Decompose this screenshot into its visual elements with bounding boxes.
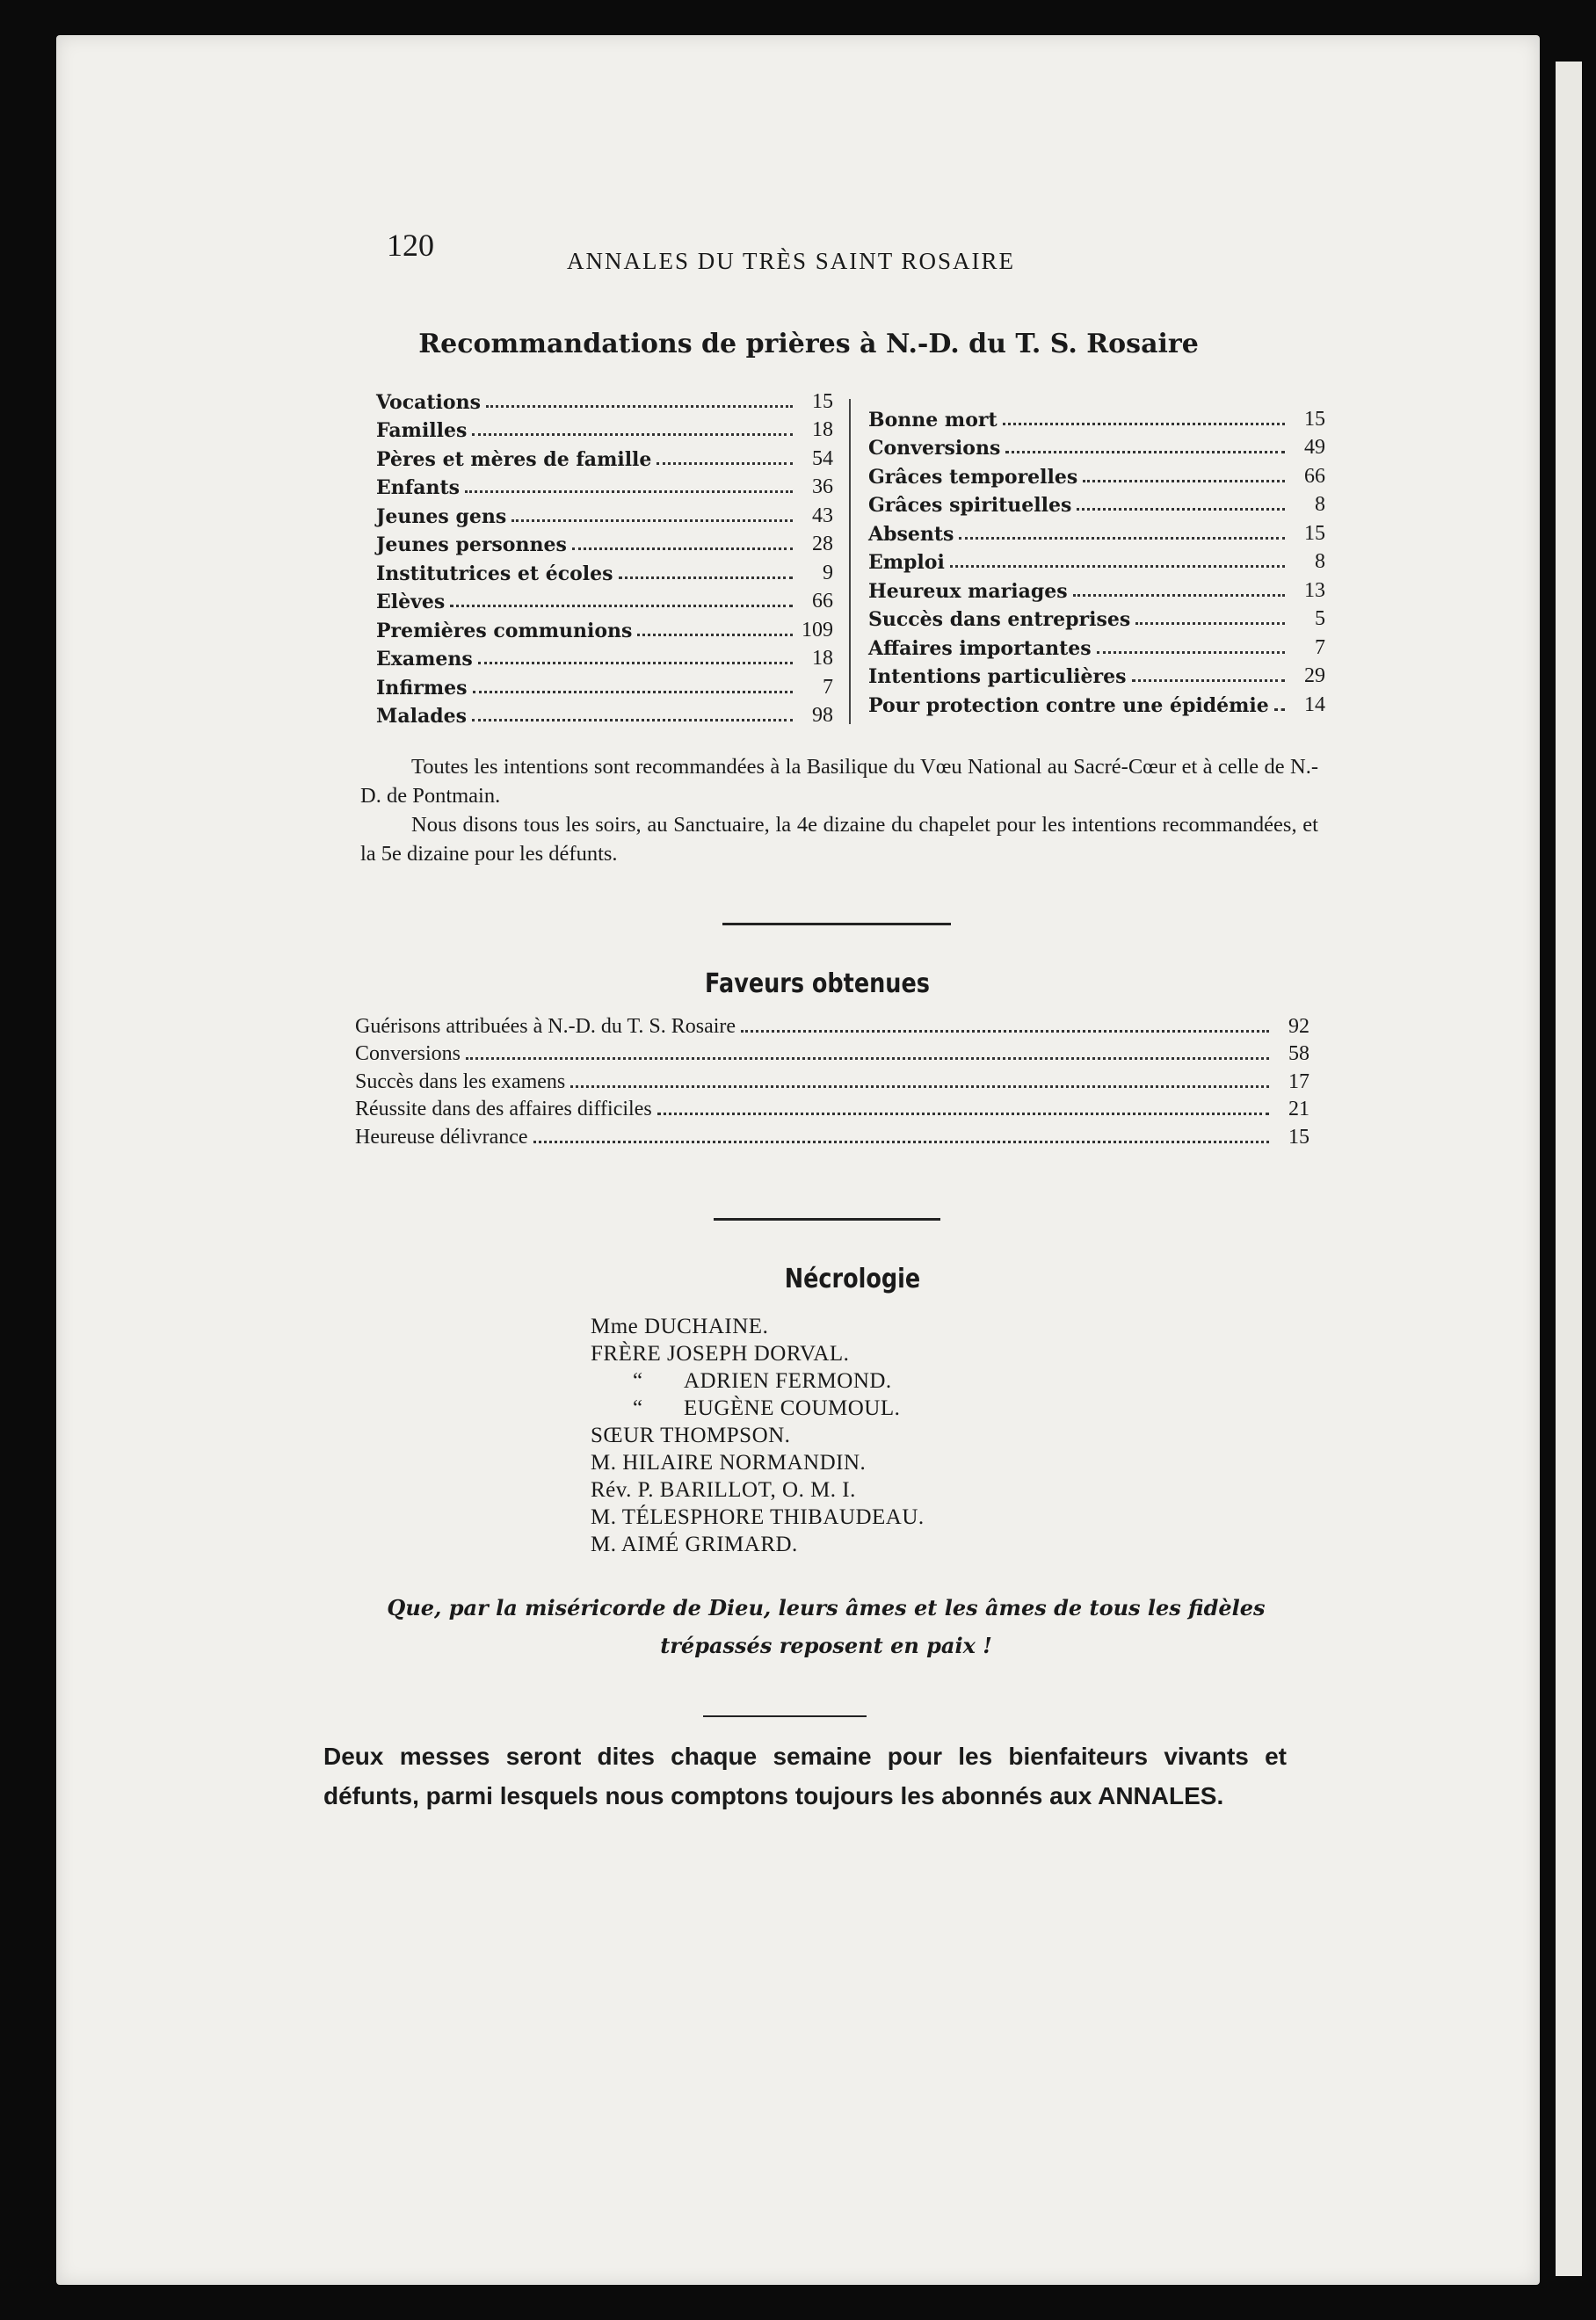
list-item [355,1094,1309,1122]
item-label: Pères et mères de famille [376,447,652,471]
list-item [868,402,1325,431]
dot-leader [1135,622,1285,625]
item-count: 54 [812,446,833,470]
item-count: 29 [1304,664,1325,687]
item-label: Emploi [868,551,945,574]
necrologie-name-text: EUGÈNE COUMOUL. [684,1396,901,1420]
item-label: Bonne mort [868,408,997,431]
list-item [355,1011,1309,1039]
item-count: 36 [812,475,833,498]
ditto-mark: “ [633,1396,643,1420]
item-count: 15 [812,389,833,413]
item-label: Premières communions [376,619,633,642]
list-item [868,546,1325,575]
section-divider-rule [722,923,951,925]
faveurs-title: Faveurs obtenues [705,968,930,999]
dot-leader [533,1141,1269,1143]
item-label: Malades [376,705,467,728]
dot-leader [619,576,793,579]
item-label: Succès dans entreprises [868,608,1131,631]
dot-leader [1073,594,1285,597]
item-label: Intentions particulières [868,665,1127,688]
prayer-text [378,1589,1274,1664]
dot-leader [486,405,793,408]
column-divider [849,399,851,724]
list-item [868,574,1325,603]
dot-leader [1274,708,1285,711]
necrologie-list [591,1313,1083,1558]
item-label: Affaires importantes [868,636,1092,660]
item-count: 109 [802,618,833,642]
intentions-paragraph: Toutes les intentions sont recommandées à la Basilique du Vœu National au Sacré-Cœur et à celle de N.-D. de Pontmain. [360,755,1318,808]
item-count: 18 [812,647,833,670]
item-label: Réussite dans des affaires difficiles [355,1098,652,1120]
item-label: Vocations [376,390,481,414]
item-count: 28 [812,533,833,555]
running-title: ANNALES DU TRÈS SAINT ROSAIRE [567,248,1016,274]
list-item [868,631,1325,660]
recommandations-right-column [868,402,1325,717]
item-count: 58 [1288,1042,1309,1065]
list-item [868,460,1325,489]
necrologie-name-text: Mme DUCHAINE. [591,1315,769,1338]
dot-leader [959,537,1285,540]
dot-leader [657,462,793,465]
list-item [868,603,1325,632]
dot-leader [1097,651,1285,654]
necrologie-name [591,1340,1083,1367]
dot-leader [450,605,793,607]
item-count: 8 [1315,493,1325,516]
item-label: Enfants [376,476,461,499]
necrologie-name [591,1395,1083,1422]
item-count: 66 [1304,464,1325,488]
list-item [376,499,833,528]
page-number: 120 [387,228,434,263]
item-count: 9 [823,561,833,584]
recommandations-table [376,385,1325,728]
dot-leader [466,1057,1269,1060]
necrologie-name-text: ADRIEN FERMOND. [684,1369,892,1393]
item-count: 15 [1304,407,1325,431]
list-item [376,585,833,614]
necrologie-name-text: M. AIMÉ GRIMARD. [591,1533,798,1556]
item-label: Conversions [868,437,1001,460]
prayer-line: Que, par la miséricorde de Dieu, leurs âmes et les âmes de tous les fidèles [387,1595,1266,1620]
item-count: 15 [1304,521,1325,545]
item-count: 66 [812,590,833,613]
recommandations-title: Recommandations de prières à N.-D. du T. S. Rosaire [418,329,1199,359]
dot-leader [657,1113,1269,1115]
list-item [868,688,1325,717]
page-header [387,227,1160,279]
necrologie-name [591,1449,1083,1476]
dot-leader [472,719,793,721]
item-count: 43 [812,504,833,527]
item-label: Jeunes personnes [376,533,567,556]
item-count: 13 [1304,578,1325,602]
list-item [376,471,833,500]
list-item [355,1039,1309,1067]
list-item [868,431,1325,460]
item-count: 98 [812,704,833,727]
dot-leader [478,662,793,664]
item-label: Grâces spirituelles [868,494,1072,517]
recommandations-left-column [376,385,833,728]
dot-leader [637,634,793,636]
item-label: Heureuse délivrance [355,1125,528,1149]
item-count: 5 [1315,607,1325,630]
item-count: 18 [812,418,833,441]
necrologie-title: Nécrologie [784,1264,921,1294]
list-item [376,613,833,642]
item-count: 8 [1315,550,1325,573]
dot-leader [473,691,793,693]
list-item [376,671,833,700]
item-count: 7 [1315,635,1325,659]
closing-notice: Deux messes seront dites chaque semaine pour les bienfaiteurs vivants et défunts, parmi lesquels nous comptons toujours les abonnés aux ANNALES. [323,1743,1287,1809]
item-count: 49 [1304,436,1325,459]
necrologie-name [591,1531,1083,1558]
item-label: Familles [376,419,468,442]
list-item [376,442,833,471]
necrologie-name [591,1422,1083,1449]
dot-leader [1003,423,1285,425]
intentions-notice [360,752,1318,868]
item-label: Institutrices et écoles [376,562,613,585]
page-sheet [56,35,1540,2285]
necrologie-name [591,1313,1083,1340]
list-item [376,385,833,414]
list-item [868,517,1325,546]
dot-leader [1132,679,1286,682]
list-item [376,700,833,729]
item-count: 14 [1304,692,1325,716]
item-label: Pour protection contre une épidémie [868,693,1269,717]
item-count: 21 [1288,1098,1309,1120]
list-item [376,556,833,585]
intentions-paragraph: Nous disons tous les soirs, au Sanctuaire, la 4e dizaine du chapelet pour les intentions recommandées, et la 5e dizaine pour les défunts. [360,813,1318,866]
list-item [868,489,1325,518]
section-divider-rule [703,1715,867,1717]
dot-leader [465,490,793,493]
adjacent-page-edge [1556,62,1582,2276]
dot-leader [570,1085,1269,1088]
item-label: Elèves [376,591,446,613]
dot-leader [1077,508,1285,511]
necrologie-name-text: Rév. P. BARILLOT, O. M. I. [591,1478,856,1502]
dot-leader [1005,451,1285,453]
list-item [868,660,1325,689]
item-label: Examens [376,648,473,671]
list-item [376,528,833,557]
item-label: Heureux mariages [868,579,1068,603]
prayer-line: trépassés reposent en paix ! [660,1633,992,1658]
dot-leader [511,519,793,522]
necrologie-name-text: SŒUR THOMPSON. [591,1424,791,1447]
item-count: 7 [823,675,833,699]
list-item [376,642,833,671]
dot-leader [1083,480,1285,482]
dot-leader [472,433,793,436]
item-label: Infirmes [376,676,468,700]
item-count: 17 [1288,1069,1309,1093]
item-label: Guérisons attribuées à N.-D. du T. S. Rosaire [355,1014,736,1038]
dot-leader [741,1030,1269,1033]
necrologie-name [591,1367,1083,1395]
section-divider-rule [714,1218,940,1221]
list-item [376,414,833,443]
necrologie-name [591,1504,1083,1531]
item-count: 15 [1288,1125,1309,1149]
item-label: Conversions [355,1042,461,1065]
list-item [355,1121,1309,1149]
faveurs-list [355,1011,1309,1149]
item-label: Grâces temporelles [868,465,1078,489]
dot-leader [572,547,793,550]
necrologie-name [591,1476,1083,1504]
dot-leader [950,565,1285,568]
necrologie-name-text: M. TÉLESPHORE THIBAUDEAU. [591,1505,925,1529]
list-item [355,1066,1309,1094]
item-count: 92 [1288,1014,1309,1038]
necrologie-name-text: M. HILAIRE NORMANDIN. [591,1451,867,1475]
item-label: Succès dans les examens [355,1069,566,1093]
item-label: Jeunes gens [376,504,507,528]
item-label: Absents [868,522,954,546]
necrologie-name-text: FRÈRE JOSEPH DORVAL. [591,1342,850,1366]
ditto-mark: “ [633,1369,643,1393]
